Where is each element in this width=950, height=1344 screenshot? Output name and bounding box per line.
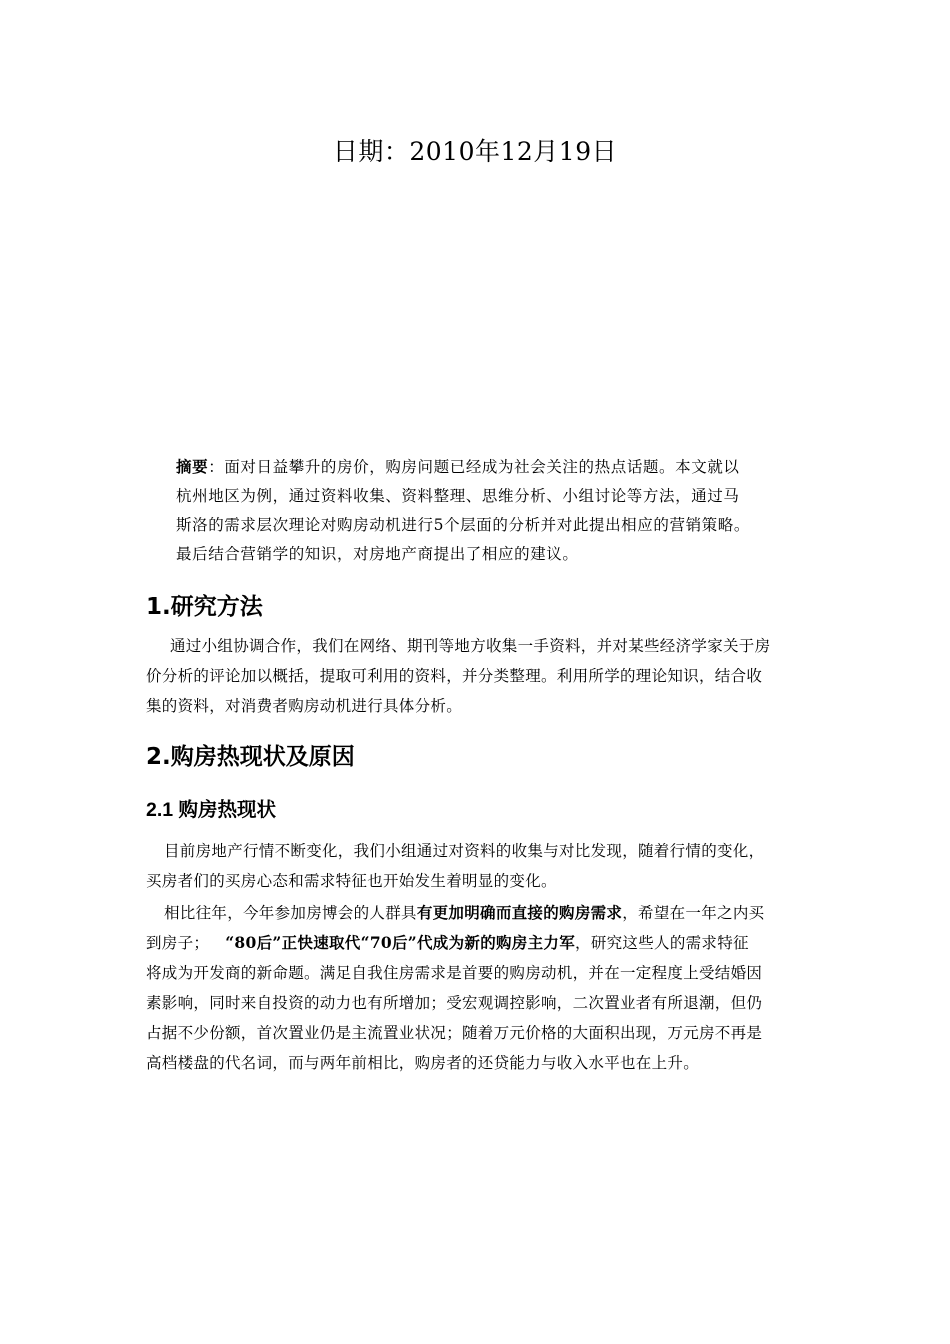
section2-paragraph-1	[146, 836, 810, 896]
paragraph-line: 目前房地产行情不断变化，我们小组通过对资料的收集与对比发现，随着行情的变化，	[164, 842, 765, 860]
abstract-line	[176, 452, 796, 482]
abstract-label: 摘要	[176, 457, 209, 476]
paragraph-line: 通过小组协调合作，我们在网络、期刊等地方收集一手资料，并对某些经济学家关于房	[170, 637, 771, 655]
bold-text-run: 有更加明确而直接的购房需求	[416, 903, 623, 922]
text-run: ，希望在一年之内买	[622, 904, 765, 922]
abstract-line: 最后结合营销学的知识，对房地产商提出了相应的建议。	[176, 545, 579, 563]
text-run: 到房子；	[146, 934, 210, 952]
paragraph-line: 高档楼盘的代名词，而与两年前相比，购房者的还贷能力与收入水平也在上升。	[146, 1054, 700, 1072]
abstract-line: 斯洛的需求层次理论对购房动机进行5个层面的分析并对此提出相应的营销策略。	[176, 516, 750, 534]
date-line: 日期：2010年12月19日	[332, 137, 618, 166]
abstract-text: 面对日益攀升的房价，购房问题已经成为社会关注的热点话题。本文就以	[224, 458, 740, 476]
section2-paragraph-2	[146, 898, 810, 1078]
section-heading-status-and-causes: 2.购房热现状及原因	[146, 744, 355, 770]
abstract-line: 杭州地区为例，通过资料收集、资料整理、思维分析、小组讨论等方法，通过马	[176, 487, 740, 505]
paragraph-line: 集的资料，对消费者购房动机进行具体分析。	[146, 697, 463, 715]
abstract-colon: ：	[208, 458, 225, 476]
paragraph-line	[146, 928, 810, 958]
paragraph-line: 素影响，同时来自投资的动力也有所增加；受宏观调控影响，二次置业者有所退潮，但仍	[146, 994, 763, 1012]
paragraph-line: 价分析的评论加以概括，提取可利用的资料，并分类整理。利用所学的理论知识，结合收	[146, 667, 763, 685]
paragraph-line: 买房者们的买房心态和需求特征也开始发生着明显的变化。	[146, 872, 557, 890]
section-heading-research-method: 1.研究方法	[146, 594, 263, 620]
paragraph-line	[146, 898, 810, 928]
text-run: ，研究这些人的需求特征	[575, 934, 749, 952]
paragraph-line: 将成为开发商的新命题。满足自我住房需求是首要的购房动机，并在一定程度上受结婚因	[146, 964, 763, 982]
bold-text-run: “80后”正快速取代“70后”代成为新的购房主力军	[225, 933, 576, 952]
section1-paragraph	[146, 631, 810, 721]
abstract-block	[176, 452, 796, 569]
paragraph-line: 占据不少份额，首次置业仍是主流置业状况；随着万元价格的大面积出现，万元房不再是	[146, 1024, 763, 1042]
text-run: 相比往年，今年参加房博会的人群具	[164, 904, 417, 922]
subsection-heading-status: 2.1 购房热现状	[146, 799, 277, 821]
